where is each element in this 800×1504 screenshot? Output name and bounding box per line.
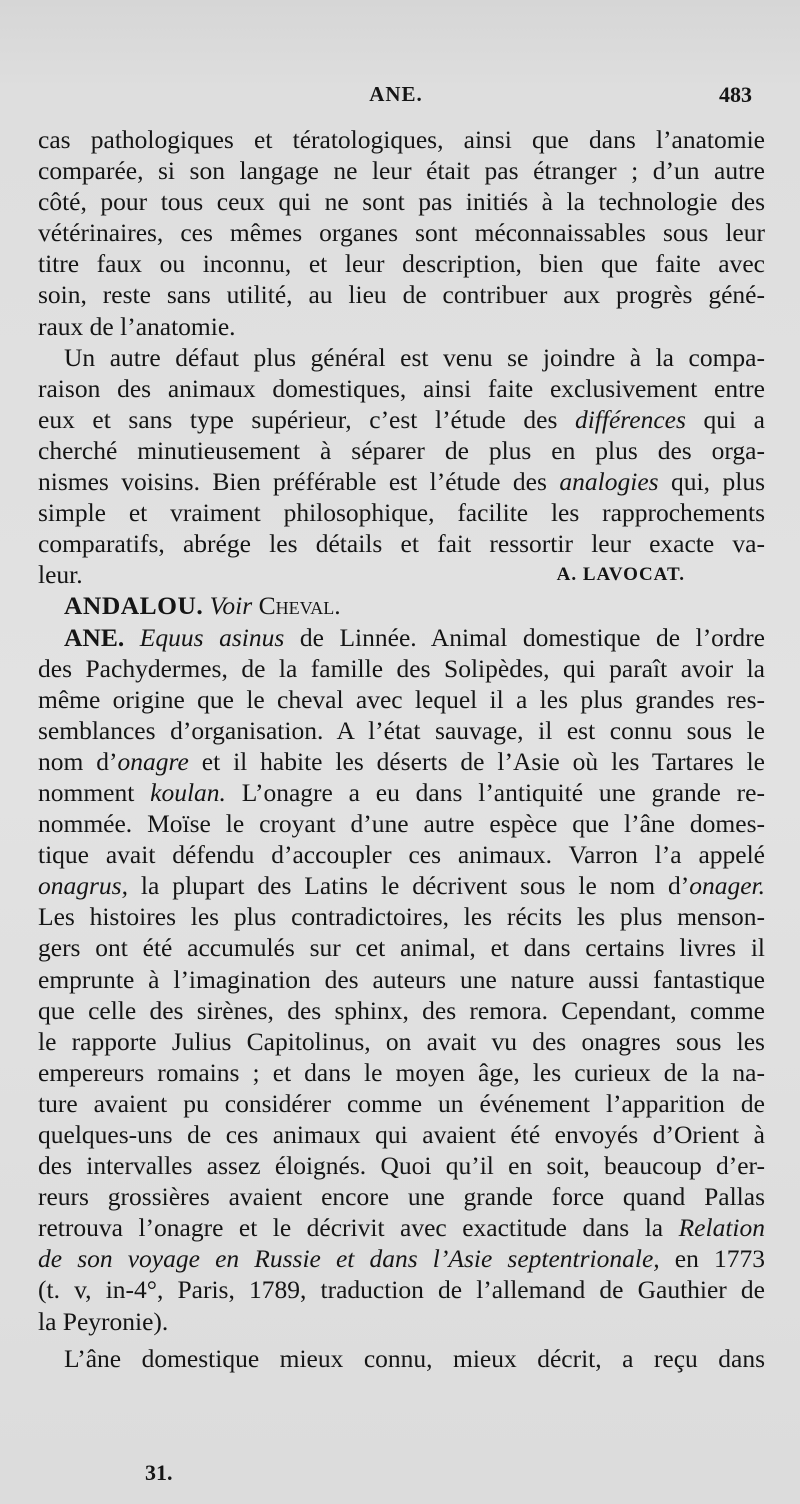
entry-ane	[38, 622, 765, 1337]
text-line: quelques-uns de ces animaux qui avaient été envoyés d’Orient à	[38, 1120, 765, 1149]
text-line: comparée, si son langage ne leur était pas étranger ; d’un autre	[38, 156, 765, 186]
paragraph-ane-domestique	[38, 1343, 765, 1374]
text-line: (t. v, in-4°, Paris, 1789, traduction de l’allemand de Gauthier de	[38, 1275, 765, 1305]
signature-line	[38, 559, 765, 590]
text-line: onagrus, la plupart des Latins le décrivent sous le nom d’onager.	[38, 871, 765, 901]
running-title: ANE.	[369, 82, 423, 106]
text-line: titre faux ou inconnu, et leur description, bien que faite avec	[38, 249, 765, 279]
text-line: vétérinaires, ces mêmes organes sont méconnaissables sous leur	[38, 218, 765, 248]
emphasis-differences: différences	[574, 404, 686, 434]
paragraph-defaut	[38, 342, 765, 591]
running-head	[40, 82, 752, 112]
text-line: eux et sans type supérieur, c’est l’étude des différences qui a	[38, 404, 765, 434]
text-line: le rapporte Julius Capitolinus, on avait vu des onagres sous les	[38, 1026, 765, 1056]
cross-ref-target: Cheval.	[258, 591, 341, 621]
text-line: tique avait défendu d’accoupler ces animaux. Varron l’a appelé	[38, 840, 765, 870]
text-line: Un autre défaut plus général est venu se joindre à la compa-	[64, 342, 765, 372]
text-line: ANE. Equus asinus de Linnée. Animal domestique de l’ordre	[64, 622, 765, 652]
text-line: nom d’onagre et il habite les déserts de l’Asie où les Tartares le	[38, 746, 765, 776]
text-line: raux de l’anatomie.	[38, 311, 236, 341]
text-line: comparatifs, abrége les détails et fait ressortir leur exacte va-	[38, 529, 765, 559]
text-line: ture avaient pu considérer comme un événement l’apparition de	[38, 1088, 765, 1118]
emphasis-analogies: analogies	[559, 467, 659, 497]
page-number: 483	[719, 82, 752, 107]
text-line: soin, reste sans utilité, au lieu de contribuer aux progrès géné-	[38, 280, 765, 310]
text-line: retrouva l’onagre et le décrivit avec exactitude dans la Relation	[38, 1213, 765, 1243]
entry-andalou	[38, 590, 765, 621]
text-line: reurs grossières avaient encore une grande force quand Pallas	[38, 1182, 765, 1212]
signature-mark: 31.	[145, 1460, 173, 1485]
text-line: gers ont été accumulés sur cet animal, et dans certains livres il	[38, 933, 765, 963]
text-line: empereurs romains ; et dans le moyen âge, les curieux de la na-	[38, 1057, 765, 1087]
text-line: nommée. Moïse le croyant d’une autre espèce que l’âne domes-	[38, 809, 765, 839]
text-line: de son voyage en Russie et dans l’Asie septentrionale, en 1773	[38, 1244, 765, 1274]
text-line: L’âne domestique mieux connu, mieux décrit, a reçu dans	[64, 1343, 765, 1373]
latin-name: Equus asinus	[139, 622, 285, 652]
author-signature: A. LAVOCAT.	[556, 564, 685, 586]
text-line: cherché minutieusement à séparer de plus en plus des orga-	[38, 435, 765, 465]
text-line: côté, pour tous ceux qui ne sont pas initiés à la technologie des	[38, 187, 765, 217]
text-line: semblances d’organisation. A l’état sauvage, il est connu sous le	[38, 715, 765, 745]
entry-headword: ANDALOU.	[64, 591, 204, 621]
text-line: leur.	[38, 560, 83, 590]
text-line: Les histoires les plus contradictoires, les récits les plus menson-	[38, 902, 765, 932]
text-line: même origine que le cheval avec lequel il a les plus grandes res-	[38, 684, 765, 714]
text-line: la Peyronie).	[38, 1306, 169, 1336]
text-line: nomment koulan. L’onagre a eu dans l’antiquité une grande re-	[38, 777, 765, 807]
text-line: emprunte à l’imagination des auteurs une nature aussi fantastique	[38, 964, 765, 994]
cross-ref-voir: Voir	[209, 591, 253, 621]
text-line: cas pathologiques et tératologiques, ainsi que dans l’anatomie	[38, 125, 765, 154]
text-line: nismes voisins. Bien préférable est l’étude des analogies qui, plus	[38, 467, 765, 497]
text-line: simple et vraiment philosophique, facilite les rapprochements	[38, 498, 765, 528]
text-line: que celle des sirènes, des sphinx, des remora. Cependant, comme	[38, 995, 765, 1025]
paragraph-anatomie	[38, 124, 765, 342]
text-line: raison des animaux domestiques, ainsi faite exclusivement entre	[38, 373, 765, 403]
body-text	[38, 124, 765, 1374]
entry-headword: ANE.	[64, 622, 125, 652]
text-line: des Pachydermes, de la famille des Solipèdes, qui paraît avoir la	[38, 653, 765, 683]
text-line: des intervalles assez éloignés. Quoi qu’il en soit, beaucoup d’er-	[38, 1151, 765, 1181]
